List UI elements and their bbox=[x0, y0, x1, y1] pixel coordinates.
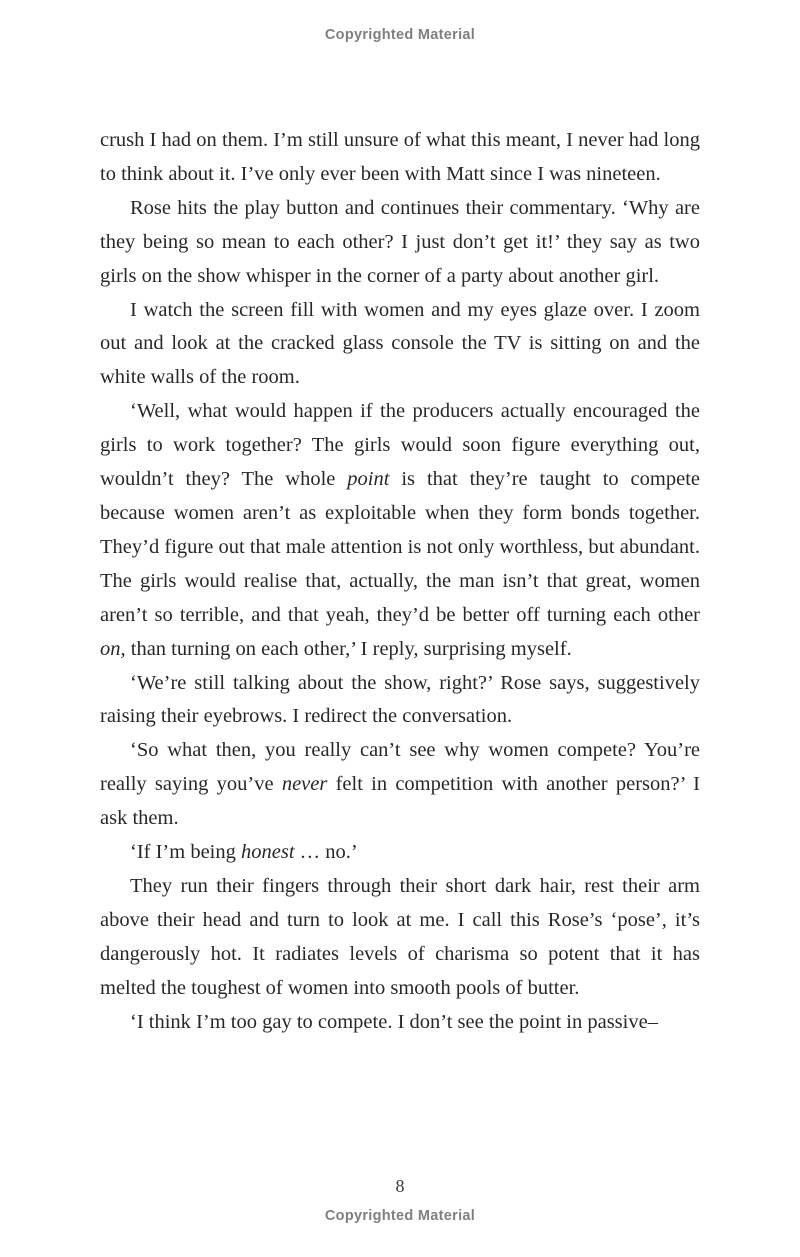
copyright-watermark-bottom: Copyrighted Material bbox=[324, 1208, 476, 1224]
text-run: crush I had on them. I’m still unsure of what this meant, I never had long to think about it. I’ve only ever been with Matt since I was nineteen. bbox=[100, 129, 700, 185]
paragraph bbox=[100, 734, 700, 836]
paragraph bbox=[100, 395, 700, 666]
text-run: I watch the screen fill with women and my eyes glaze over. I zoom out and look at the cracked glass console the TV is sitting on and the white walls of the room. bbox=[100, 298, 700, 389]
paragraph bbox=[100, 667, 700, 735]
page-body-text bbox=[100, 124, 700, 1039]
paragraph bbox=[100, 1006, 700, 1040]
text-run: ‘We’re still talking about the show, right?’ Rose says, suggestively raising their eyebrows. I redirect the conversation. bbox=[100, 671, 700, 728]
paragraph bbox=[100, 192, 700, 294]
italic-text-run: on, bbox=[100, 637, 126, 660]
text-run: ‘I think I’m too gay to compete. I don’t see the point in passive– bbox=[130, 1010, 658, 1033]
text-run: felt in competition with another person?’ I ask them. bbox=[100, 773, 700, 830]
paragraph bbox=[100, 870, 700, 1006]
paragraph bbox=[100, 124, 700, 192]
text-run: than turning on each other,’ I reply, surprising myself. bbox=[125, 637, 572, 660]
text-run: … no.’ bbox=[294, 841, 358, 864]
paragraph bbox=[100, 294, 700, 396]
text-run: They run their fingers through their short dark hair, rest their arm above their head and turn to look at me. I call this Rose’s ‘pose’, it’s dangerously hot. It radiates levels of charisma so potent that it has melted the toughest of women into smooth pools of butter. bbox=[100, 874, 700, 999]
text-run: ‘If I’m being bbox=[130, 841, 241, 864]
text-run: ‘Well, what would happen if the producers actually encouraged the girls to work together? The girls would soon figure everything out, wouldn’t they? The whole bbox=[100, 400, 700, 491]
paragraph bbox=[100, 836, 700, 870]
text-run: ‘So what then, you really can’t see why women compete? You’re really saying you’ve bbox=[100, 739, 700, 796]
text-run: is that they’re taught to compete because women aren’t as exploitable when they form bonds together. They’d figure out that male attention is not only worthless, but abundant. The girls would realise that, actually, the man isn’t that great, women aren’t so terrible, and that yeah, they’d be better off turning each other bbox=[100, 468, 700, 626]
italic-text-run: honest bbox=[241, 841, 295, 864]
italic-text-run: never bbox=[281, 773, 328, 796]
text-run: Rose hits the play button and continues their commentary. ‘Why are they being so mean to each other? I just don’t get it!’ they say as two girls on the show whisper in the corner of a party about another girl. bbox=[100, 196, 700, 287]
italic-text-run: point bbox=[347, 468, 390, 491]
copyright-watermark-top: Copyrighted Material bbox=[324, 27, 476, 43]
page-number: 8 bbox=[395, 1176, 405, 1196]
